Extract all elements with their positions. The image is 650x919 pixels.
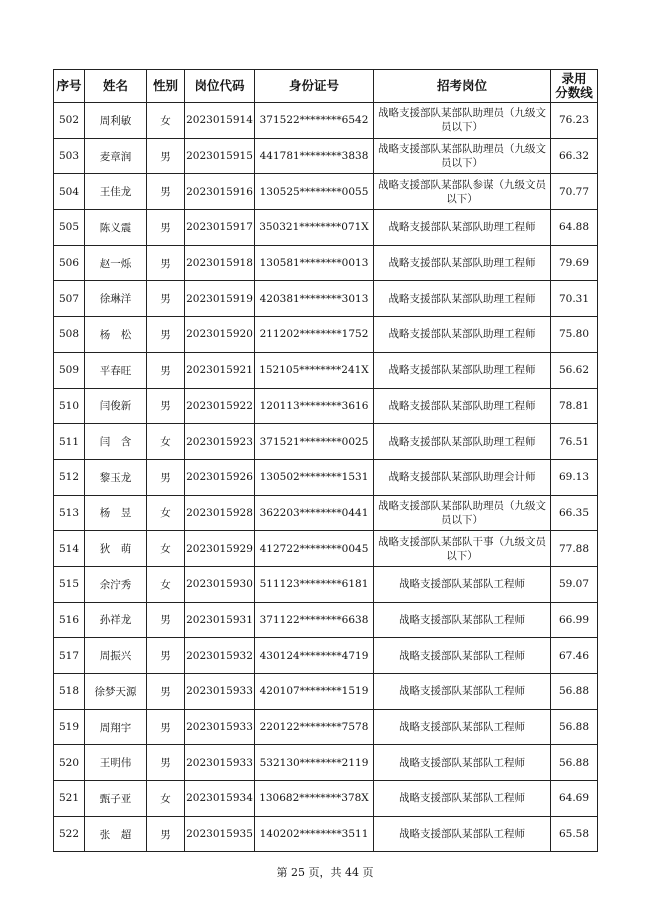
- row-gender: 男: [147, 745, 185, 781]
- row-seq: 507: [54, 281, 85, 317]
- header-gender: 性别: [147, 70, 185, 103]
- row-name: 平春旺: [85, 352, 147, 388]
- table-row: [54, 245, 598, 281]
- row-seq: 512: [54, 459, 85, 495]
- row-post-code: 2023015932: [185, 638, 255, 674]
- table-row: [54, 210, 598, 246]
- row-post: 战略支援部队某部队工程师: [374, 602, 551, 638]
- row-gender: 男: [147, 602, 185, 638]
- header-score-line2: 分数线: [555, 85, 593, 100]
- row-post-code: 2023015921: [185, 352, 255, 388]
- row-seq: 511: [54, 424, 85, 460]
- table-row: [54, 602, 598, 638]
- row-post-code: 2023015914: [185, 103, 255, 139]
- row-post-code: 2023015923: [185, 424, 255, 460]
- row-id-number: 532130********2119: [255, 745, 374, 781]
- row-post: 战略支援部队某部队参谋（九级文员以下）: [374, 174, 551, 210]
- row-id-number: 350321********071X: [255, 210, 374, 246]
- row-id-number: 220122********7578: [255, 709, 374, 745]
- row-score: 69.13: [551, 459, 598, 495]
- row-seq: 505: [54, 210, 85, 246]
- row-score: 78.81: [551, 388, 598, 424]
- row-name: 周翔宇: [85, 709, 147, 745]
- row-post: 战略支援部队某部队助理员（九级文员以下）: [374, 495, 551, 531]
- row-name: 杨 昱: [85, 495, 147, 531]
- row-name: 孙祥龙: [85, 602, 147, 638]
- row-id-number: 371522********6542: [255, 103, 374, 139]
- header-score: [551, 70, 598, 103]
- table-row: [54, 138, 598, 174]
- row-score: 76.23: [551, 103, 598, 139]
- row-gender: 男: [147, 210, 185, 246]
- row-post: 战略支援部队某部队助理工程师: [374, 210, 551, 246]
- row-post: 战略支援部队某部队助理工程师: [374, 388, 551, 424]
- header-id-number: 身份证号: [255, 70, 374, 103]
- row-score: 65.58: [551, 816, 598, 852]
- row-post-code: 2023015933: [185, 674, 255, 710]
- table-row: [54, 459, 598, 495]
- row-seq: 513: [54, 495, 85, 531]
- row-name: 张 超: [85, 816, 147, 852]
- table-row: [54, 103, 598, 139]
- row-seq: 516: [54, 602, 85, 638]
- row-id-number: 130682********378X: [255, 781, 374, 817]
- header-post: 招考岗位: [374, 70, 551, 103]
- row-score: 76.51: [551, 424, 598, 460]
- row-post-code: 2023015933: [185, 709, 255, 745]
- row-post-code: 2023015931: [185, 602, 255, 638]
- row-score: 56.88: [551, 674, 598, 710]
- row-post: 战略支援部队某部队干事（九级文员以下）: [374, 531, 551, 567]
- row-gender: 男: [147, 816, 185, 852]
- row-id-number: 362203********0441: [255, 495, 374, 531]
- row-name: 狄 萌: [85, 531, 147, 567]
- row-post-code: 2023015928: [185, 495, 255, 531]
- row-seq: 515: [54, 566, 85, 602]
- row-score: 70.77: [551, 174, 598, 210]
- table-row: [54, 424, 598, 460]
- row-seq: 503: [54, 138, 85, 174]
- row-gender: 男: [147, 674, 185, 710]
- row-id-number: 130525********0055: [255, 174, 374, 210]
- row-name: 闫 含: [85, 424, 147, 460]
- table-row: [54, 781, 598, 817]
- table-row: [54, 709, 598, 745]
- table-row: [54, 638, 598, 674]
- row-post-code: 2023015926: [185, 459, 255, 495]
- row-name: 杨 松: [85, 317, 147, 353]
- row-gender: 男: [147, 174, 185, 210]
- row-score: 77.88: [551, 531, 598, 567]
- row-name: 徐梦天源: [85, 674, 147, 710]
- row-gender: 女: [147, 495, 185, 531]
- row-seq: 514: [54, 531, 85, 567]
- row-post: 战略支援部队某部队工程师: [374, 674, 551, 710]
- row-id-number: 140202********3511: [255, 816, 374, 852]
- table-row: [54, 317, 598, 353]
- row-seq: 521: [54, 781, 85, 817]
- row-name: 陈义震: [85, 210, 147, 246]
- row-post: 战略支援部队某部队工程师: [374, 781, 551, 817]
- row-post-code: 2023015922: [185, 388, 255, 424]
- row-name: 黎玉龙: [85, 459, 147, 495]
- row-gender: 男: [147, 638, 185, 674]
- row-name: 周利敏: [85, 103, 147, 139]
- table-row: [54, 674, 598, 710]
- row-seq: 517: [54, 638, 85, 674]
- row-name: 麦章润: [85, 138, 147, 174]
- row-name: 余泞秀: [85, 566, 147, 602]
- row-post: 战略支援部队某部队工程师: [374, 816, 551, 852]
- row-post: 战略支援部队某部队工程师: [374, 709, 551, 745]
- row-post-code: 2023015933: [185, 745, 255, 781]
- row-id-number: 211202********1752: [255, 317, 374, 353]
- row-gender: 女: [147, 566, 185, 602]
- header-name: 姓名: [85, 70, 147, 103]
- results-table: [53, 69, 598, 852]
- row-name: 徐琳洋: [85, 281, 147, 317]
- row-gender: 男: [147, 352, 185, 388]
- row-post: 战略支援部队某部队工程师: [374, 638, 551, 674]
- table-row: [54, 495, 598, 531]
- row-score: 70.31: [551, 281, 598, 317]
- row-gender: 男: [147, 709, 185, 745]
- row-gender: 女: [147, 103, 185, 139]
- row-id-number: 120113********3616: [255, 388, 374, 424]
- row-post-code: 2023015930: [185, 566, 255, 602]
- row-id-number: 152105********241X: [255, 352, 374, 388]
- row-score: 67.46: [551, 638, 598, 674]
- row-seq: 510: [54, 388, 85, 424]
- row-seq: 504: [54, 174, 85, 210]
- row-id-number: 420107********1519: [255, 674, 374, 710]
- row-name: 赵一烁: [85, 245, 147, 281]
- table-row: [54, 352, 598, 388]
- row-score: 56.88: [551, 745, 598, 781]
- row-post-code: 2023015935: [185, 816, 255, 852]
- table-row: [54, 745, 598, 781]
- row-post-code: 2023015934: [185, 781, 255, 817]
- row-seq: 509: [54, 352, 85, 388]
- row-name: 甄子亚: [85, 781, 147, 817]
- row-name: 闫俊新: [85, 388, 147, 424]
- row-score: 59.07: [551, 566, 598, 602]
- table-row: [54, 531, 598, 567]
- row-gender: 男: [147, 138, 185, 174]
- table-row: [54, 281, 598, 317]
- row-post: 战略支援部队某部队助理工程师: [374, 352, 551, 388]
- row-post: 战略支援部队某部队助理工程师: [374, 317, 551, 353]
- row-score: 64.88: [551, 210, 598, 246]
- row-seq: 502: [54, 103, 85, 139]
- row-gender: 男: [147, 281, 185, 317]
- row-post: 战略支援部队某部队助理工程师: [374, 281, 551, 317]
- row-seq: 518: [54, 674, 85, 710]
- row-seq: 522: [54, 816, 85, 852]
- table-row: [54, 566, 598, 602]
- row-post: 战略支援部队某部队工程师: [374, 566, 551, 602]
- row-seq: 506: [54, 245, 85, 281]
- row-post: 战略支援部队某部队助理员（九级文员以下）: [374, 103, 551, 139]
- row-score: 75.80: [551, 317, 598, 353]
- row-id-number: 511123********6181: [255, 566, 374, 602]
- row-id-number: 430124********4719: [255, 638, 374, 674]
- page-number: 第 25 页，共 44 页: [276, 866, 374, 879]
- row-post: 战略支援部队某部队工程师: [374, 745, 551, 781]
- row-id-number: 371122********6638: [255, 602, 374, 638]
- row-gender: 男: [147, 459, 185, 495]
- row-post: 战略支援部队某部队助理工程师: [374, 424, 551, 460]
- row-post-code: 2023015917: [185, 210, 255, 246]
- row-seq: 508: [54, 317, 85, 353]
- row-post: 战略支援部队某部队助理工程师: [374, 245, 551, 281]
- row-score: 66.35: [551, 495, 598, 531]
- row-id-number: 420381********3013: [255, 281, 374, 317]
- header-post-code: 岗位代码: [185, 70, 255, 103]
- row-post: 战略支援部队某部队助理员（九级文员以下）: [374, 138, 551, 174]
- row-score: 79.69: [551, 245, 598, 281]
- row-score: 66.99: [551, 602, 598, 638]
- row-id-number: 130581********0013: [255, 245, 374, 281]
- header-score-line1: 录用: [561, 71, 587, 86]
- row-id-number: 130502********1531: [255, 459, 374, 495]
- table-body: [54, 103, 598, 852]
- table-row: [54, 388, 598, 424]
- table-row: [54, 174, 598, 210]
- row-score: 56.62: [551, 352, 598, 388]
- row-gender: 男: [147, 317, 185, 353]
- row-score: 64.69: [551, 781, 598, 817]
- row-gender: 男: [147, 245, 185, 281]
- row-gender: 女: [147, 531, 185, 567]
- row-score: 56.88: [551, 709, 598, 745]
- row-gender: 男: [147, 388, 185, 424]
- row-post-code: 2023015929: [185, 531, 255, 567]
- row-id-number: 441781********3838: [255, 138, 374, 174]
- row-name: 王明伟: [85, 745, 147, 781]
- table-row: [54, 816, 598, 852]
- row-gender: 女: [147, 424, 185, 460]
- row-post-code: 2023015918: [185, 245, 255, 281]
- row-seq: 520: [54, 745, 85, 781]
- row-post-code: 2023015920: [185, 317, 255, 353]
- table-header-row: [54, 70, 598, 103]
- row-post-code: 2023015916: [185, 174, 255, 210]
- row-name: 周振兴: [85, 638, 147, 674]
- row-seq: 519: [54, 709, 85, 745]
- row-name: 王佳龙: [85, 174, 147, 210]
- row-id-number: 371521********0025: [255, 424, 374, 460]
- row-post-code: 2023015919: [185, 281, 255, 317]
- row-post-code: 2023015915: [185, 138, 255, 174]
- header-seq: 序号: [54, 70, 85, 103]
- row-id-number: 412722********0045: [255, 531, 374, 567]
- row-post: 战略支援部队某部队助理会计师: [374, 459, 551, 495]
- row-score: 66.32: [551, 138, 598, 174]
- row-gender: 女: [147, 781, 185, 817]
